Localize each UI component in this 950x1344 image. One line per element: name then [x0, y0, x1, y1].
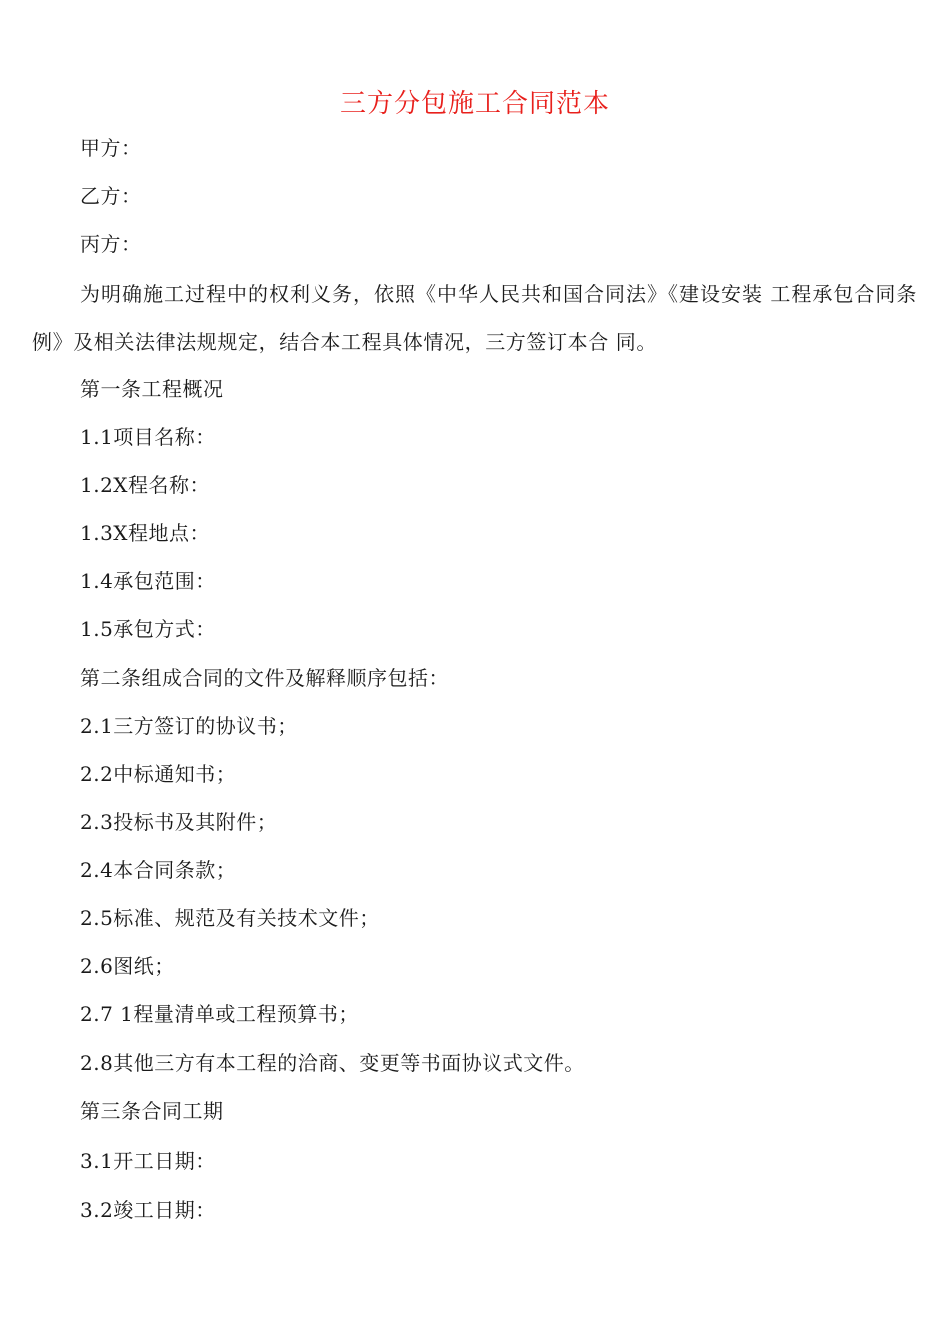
article-1-item: 1.5承包方式： [80, 617, 216, 641]
article-1-item: 1.3X程地点： [80, 521, 211, 545]
article-3-item: 3.2竣工日期： [80, 1198, 216, 1222]
article-2-item: 2.2中标通知书； [80, 762, 237, 786]
party-c-label: 丙方： [80, 232, 142, 256]
article-1-item: 1.4承包范围： [80, 569, 216, 593]
article-3-heading: 第三条合同工期 [80, 1099, 224, 1123]
article-1-item: 1.2X程名称： [80, 473, 211, 497]
intro-paragraph: 为明确施工过程中的权利义务，依照《中华人民共和国合同法》《建设安装 工程承包合同条例》及相关法律法规规定，结合本工程具体情况，三方签订本合 同。 [32, 282, 917, 354]
article-2-item: 2.6图纸； [80, 954, 175, 978]
article-2-item: 2.4本合同条款； [80, 858, 237, 882]
article-2-item: 2.1三方签订的协议书； [80, 714, 298, 738]
article-2-item: 2.3投标书及其附件； [80, 810, 278, 834]
party-a-label: 甲方： [80, 136, 142, 160]
party-b-label: 乙方： [80, 184, 142, 208]
article-3-item: 3.1开工日期： [80, 1149, 216, 1173]
article-2-heading: 第二条组成合同的文件及解释顺序包括： [80, 666, 449, 690]
article-2-item: 2.7 1程量清单或工程预算书； [80, 1002, 359, 1026]
document-title: 三方分包施工合同范本 [339, 89, 610, 119]
article-2-item: 2.8其他三方有本工程的洽商、变更等书面协议式文件。 [80, 1051, 585, 1075]
article-2-item: 2.5标准、规范及有关技术文件； [80, 906, 380, 930]
article-1-item: 1.1项目名称： [80, 425, 216, 449]
article-1-heading: 第一条工程概况 [80, 377, 224, 401]
